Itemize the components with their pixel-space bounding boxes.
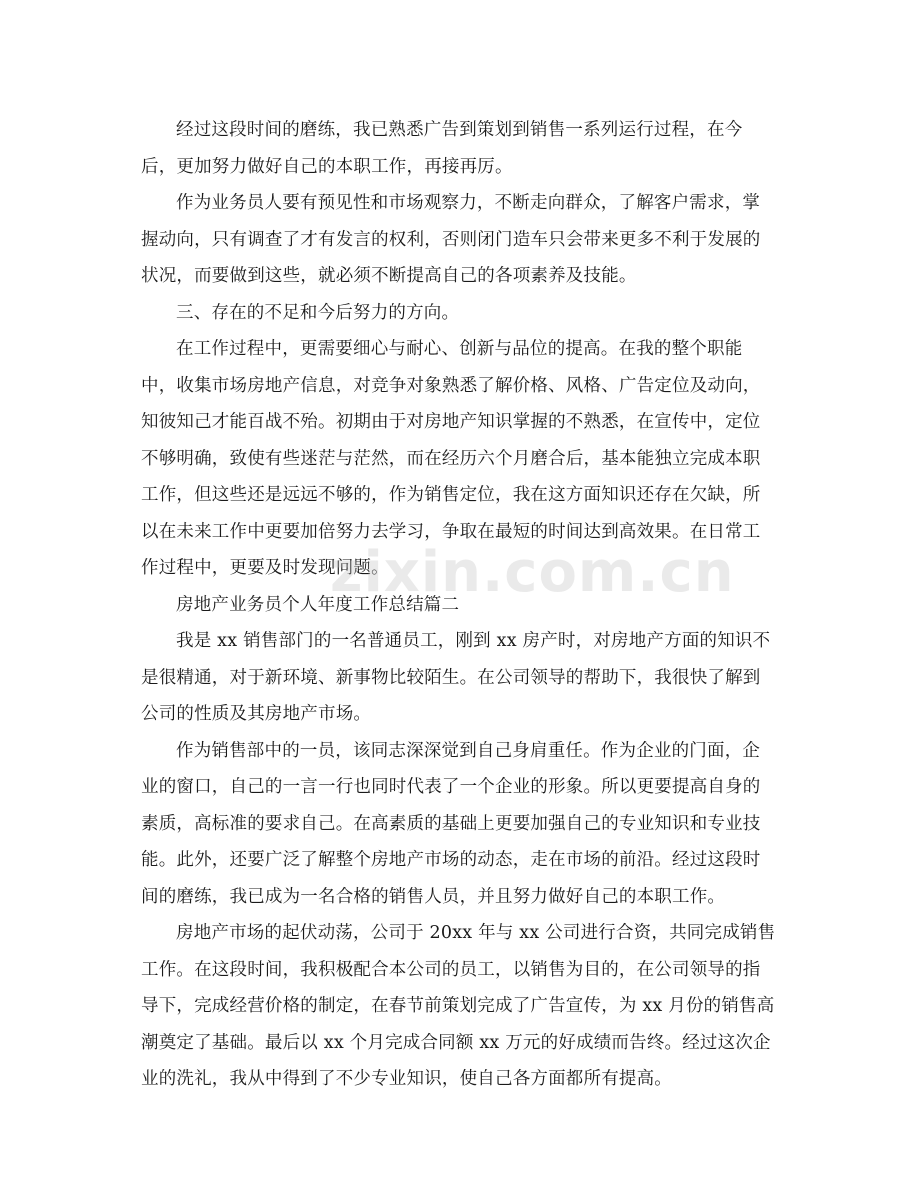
text-line: 能。此外，还要广泛了解整个房地产市场的动态，走在市场的前沿。经过这段时 (141, 850, 761, 870)
paragraph (141, 185, 801, 295)
text-line: 知彼知己才能百战不殆。初期由于对房地产知识掌握的不熟悉，在宣传中，定位 (141, 412, 761, 432)
text-line: 作为业务员人要有预见性和市场观察力，不断走向群众，了解客户需求，掌 (176, 193, 761, 213)
text-line: 状况，而要做到这些，就必须不断提高自己的各项素养及技能。 (141, 266, 637, 286)
paragraph (141, 915, 801, 1098)
text-line: 握动向，只有调查了才有发言的权利，否则闭门造车只会带来更多不利于发展的 (141, 229, 761, 250)
text-line: 间的磨练，我已成为一名合格的销售人员，并且努力做好自己的本职工作。 (141, 886, 726, 907)
paragraph (141, 331, 801, 587)
watermark: zixin.com.cn (330, 540, 735, 605)
text-line: 中，收集市场房地产信息，对竞争对象熟悉了解价格、风格、广告定位及动向， (141, 375, 761, 396)
article-title (141, 587, 801, 624)
text-line: 素质，高标准的要求自己。在高素质的基础上更要加强自己的专业知识和专业技 (141, 813, 761, 834)
text-line: 工作，但这些还是远远不够的，作为销售定位，我在这方面知识还存在欠缺，所 (141, 485, 761, 505)
text-line: 是很精通，对于新环境、新事物比较陌生。在公司领导的帮助下，我很快了解到 (141, 667, 761, 688)
text-line: 公司的性质及其房地产市场。 (141, 704, 372, 724)
text-line: 工作。在这段时间，我积极配合本公司的员工，以销售为目的，在公司领导的指 (141, 959, 761, 980)
document-body (141, 112, 801, 1098)
paragraph (141, 112, 801, 185)
text-line: 在工作过程中，更需要细心与耐心、创新与品位的提高。在我的整个职能 (176, 339, 743, 359)
text-line: 房地产市场的起伏动荡，公司于 20xx 年与 xx 公司进行合资，共同完成销售 (176, 923, 776, 943)
text-line: 不够明确，致使有些迷茫与茫然，而在经历六个月磨合后，基本能独立完成本职 (141, 448, 761, 469)
section-heading (141, 295, 801, 332)
paragraph (141, 623, 801, 733)
text-line: 业的窗口，自己的一言一行也同时代表了一个企业的形象。所以更要提高自身的 (141, 777, 761, 797)
paragraph (141, 733, 801, 916)
text-line: 后，更加努力做好自己的本职工作，再接再厉。 (141, 156, 513, 177)
text-line: 我是 xx 销售部门的一名普通员工，刚到 xx 房产时，对房地产方面的知识不 (176, 631, 771, 651)
text-line: 以在未来工作中更要加倍努力去学习，争取在最短的时间达到高效果。在日常工 (141, 521, 761, 542)
text-line: 作为销售部中的一员，该同志深深觉到自己身肩重任。作为企业的门面，企 (176, 740, 761, 761)
text-line: 房地产业务员个人年度工作总结篇二 (176, 594, 460, 615)
text-line: 导下，完成经营价格的制定，在春节前策划完成了广告宣传，为 xx 月份的销售高 (141, 996, 775, 1016)
text-line: 业的洗礼，我从中得到了不少专业知识，使自己各方面都所有提高。 (141, 1069, 672, 1089)
text-line: 作过程中，更要及时发现问题。 (141, 558, 389, 578)
text-line: 经过这段时间的磨练，我已熟悉广告到策划到销售一系列运行过程，在今 (176, 120, 743, 140)
text-line: 潮奠定了基础。最后以 xx 个月完成合同额 xx 万元的好成绩而告终。经过这次企 (141, 1032, 771, 1053)
text-line: 三、存在的不足和今后努力的方向。 (176, 302, 460, 323)
